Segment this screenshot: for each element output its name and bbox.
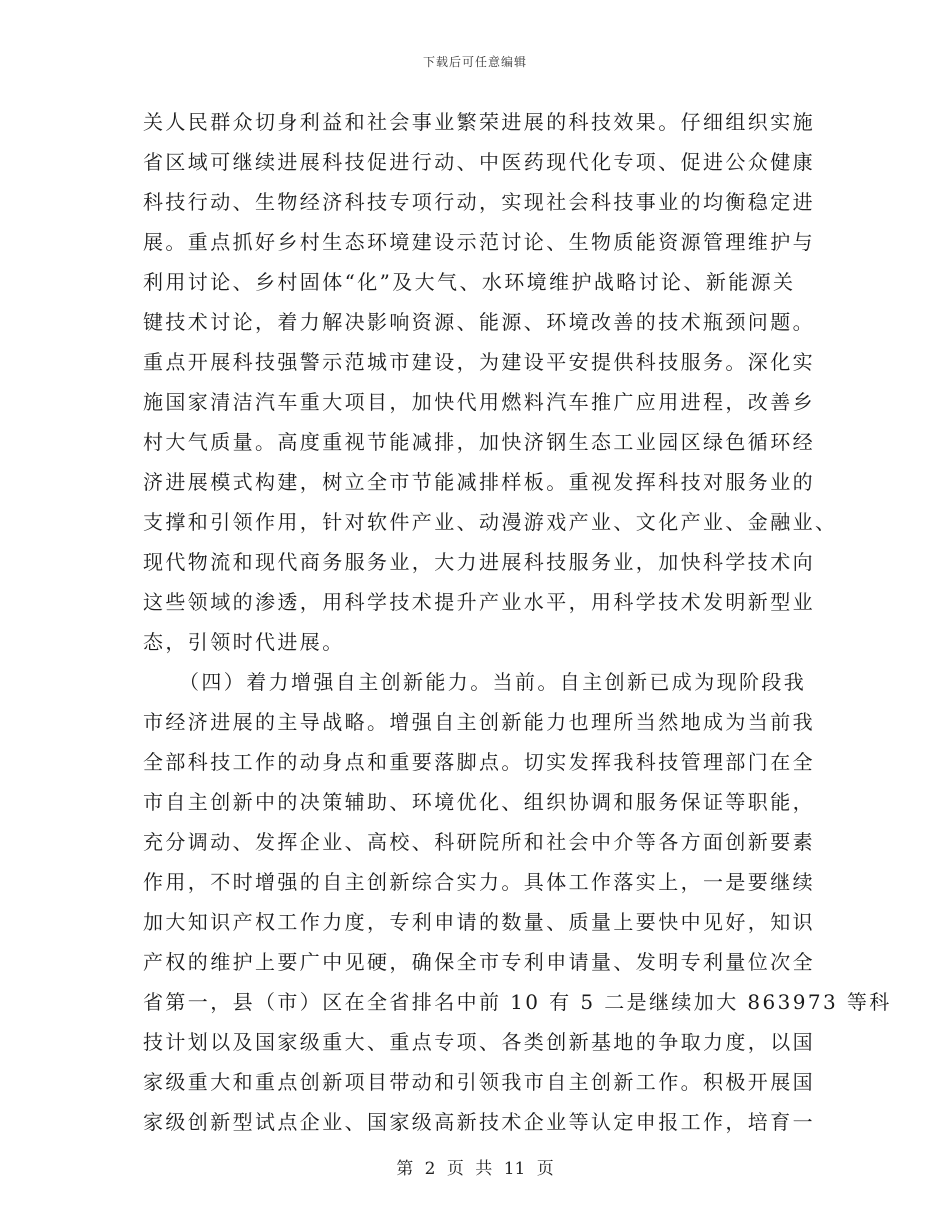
text-line: 利用讨论、乡村固体“化”及大气、水环境维护战略讨论、新能源关 (143, 270, 796, 294)
text-line: 省第一，县（市）区在全省排名中前 10 有 5 二是继续加大 863973 等科 (143, 990, 892, 1014)
text-line: 科技行动、生物经济科技专项行动，实现社会科技事业的均衡稳定进 (143, 190, 815, 214)
text-line: 重点开展科技强警示范城市建设，为建设平安提供科技服务。深化实 (143, 350, 815, 374)
text-line: 键技术讨论，着力解决影响资源、能源、环境改善的技术瓶颈问题。 (143, 310, 815, 334)
text-line: 技计划以及国家级重大、重点专项、各类创新基地的争取力度，以国 (143, 1030, 815, 1054)
page-number-footer: 第 2 页 共 11 页 (396, 1159, 554, 1179)
text-line: 态，引领时代进展。 (143, 630, 345, 654)
text-line: 市经济进展的主导战略。增强自主创新能力也理所当然地成为当前我 (143, 710, 815, 734)
text-line: 关人民群众切身利益和社会事业繁荣进展的科技效果。仔细组织实施 (143, 110, 815, 134)
text-line: 加大知识产权工作力度，专利申请的数量、质量上要快中见好，知识 (143, 910, 815, 934)
text-line: 省区域可继续进展科技促进行动、中医药现代化专项、促进公众健康 (143, 150, 815, 174)
text-line: 支撑和引领作用，针对软件产业、动漫游戏产业、文化产业、金融业、 (143, 510, 838, 534)
page-header: 下载后可任意编辑 (422, 55, 527, 69)
paragraph-start-line: （四）着力增强自主创新能力。当前。自主创新已成为现阶段我 (179, 670, 807, 694)
text-line: 这些领域的渗透，用科学技术提升产业水平，用科学技术发明新型业 (143, 590, 815, 614)
text-line: 全部科技工作的动身点和重要落脚点。切实发挥我科技管理部门在全 (143, 750, 815, 774)
text-line: 产权的维护上要广中见硬，确保全市专利申请量、发明专利量位次全 (143, 950, 815, 974)
text-line: 充分调动、发挥企业、高校、科研院所和社会中介等各方面创新要素 (143, 830, 815, 854)
text-line: 施国家清洁汽车重大项目，加快代用燃料汽车推广应用进程，改善乡 (143, 390, 815, 414)
text-line: 现代物流和现代商务服务业，大力进展科技服务业，加快科学技术向 (143, 550, 815, 574)
text-line: 济进展模式构建，树立全市节能减排样板。重视发挥科技对服务业的 (143, 470, 815, 494)
body-text (143, 102, 892, 1142)
text-line: 家级创新型试点企业、国家级高新技术企业等认定申报工作，培育一 (143, 1110, 815, 1134)
text-line: 展。重点抓好乡村生态环境建设示范讨论、生物质能资源管理维护与 (143, 230, 815, 254)
text-line: 家级重大和重点创新项目带动和引领我市自主创新工作。积极开展国 (143, 1070, 815, 1094)
text-line: 村大气质量。高度重视节能减排，加快济钢生态工业园区绿色循环经 (143, 430, 815, 454)
text-line: 市自主创新中的决策辅助、环境优化、组织协调和服务保证等职能， (143, 790, 815, 814)
text-line: 作用，不时增强的自主创新综合实力。具体工作落实上，一是要继续 (143, 870, 815, 894)
